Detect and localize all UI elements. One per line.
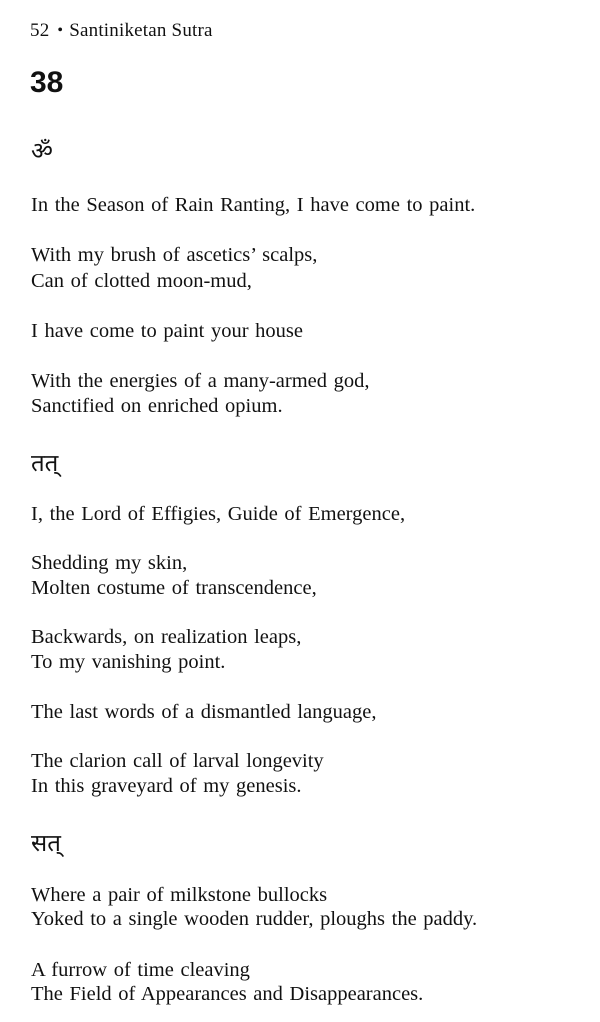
running-head — [30, 20, 213, 42]
poem-line: Backwards, on realization leaps, — [31, 626, 302, 648]
poem-line: I have come to paint your house — [31, 320, 304, 342]
poem-line: Sanctified on enriched opium. — [31, 395, 283, 417]
invocation-tat: तत् — [31, 449, 59, 477]
invocation-om: ॐ — [31, 137, 53, 165]
poem-line: With the energies of a many-armed god, — [31, 370, 370, 392]
poem-line: Yoked to a single wooden rudder, ploughs the paddy. — [31, 908, 478, 930]
poem-line: Molten costume of transcendence, — [31, 577, 317, 599]
poem-line: With my brush of ascetics’ scalps, — [31, 244, 318, 266]
page-number: 52 — [30, 20, 50, 41]
poem-line: In this graveyard of my genesis. — [31, 775, 302, 797]
poem-line: I, the Lord of Effigies, Guide of Emergence, — [31, 503, 406, 525]
poem-line: Where a pair of milkstone bullocks — [31, 884, 328, 906]
poem-line: In the Season of Rain Ranting, I have come to paint. — [31, 194, 476, 216]
poem-line: A furrow of time cleaving — [31, 959, 250, 981]
poem-line: The last words of a dismantled language, — [31, 701, 377, 723]
poem-line: To my vanishing point. — [31, 651, 226, 673]
poem-line: Shedding my skin, — [31, 552, 188, 574]
poem-number: 38 — [30, 66, 64, 99]
poem-line: The Field of Appearances and Disappearances. — [31, 983, 424, 1005]
book-title: Santiniketan Sutra — [69, 20, 213, 41]
poem-line: The clarion call of larval longevity — [31, 750, 324, 772]
invocation-sat: सत् — [31, 829, 61, 857]
poem-line: Can of clotted moon-mud, — [31, 270, 252, 292]
bullet-separator: • — [57, 22, 64, 39]
